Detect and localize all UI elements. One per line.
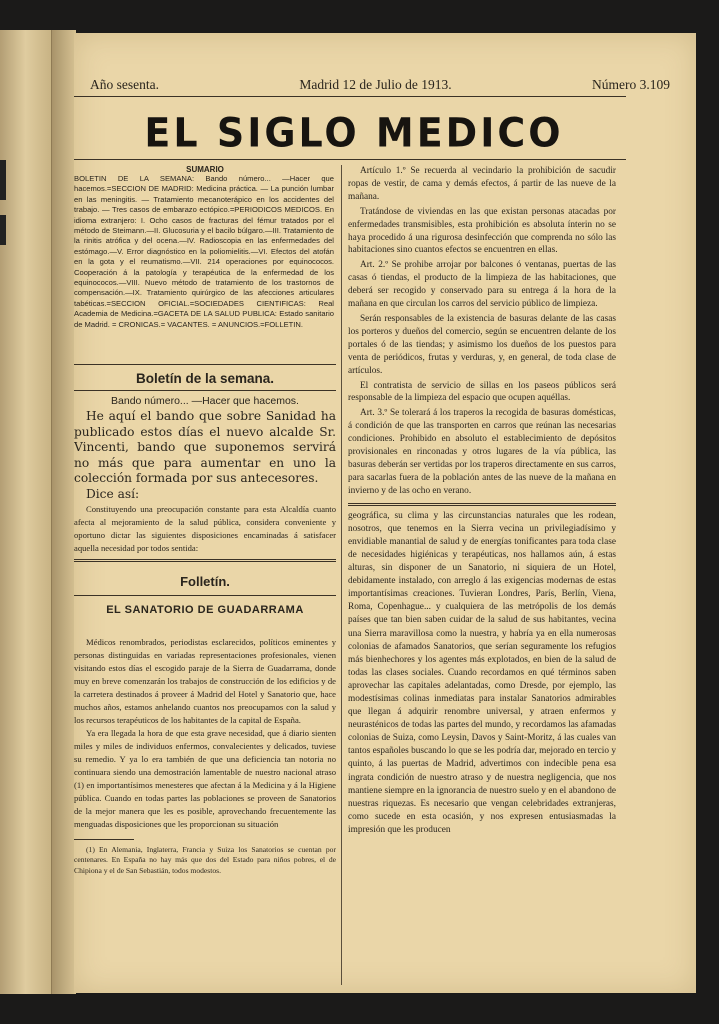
title-rule [74, 159, 626, 160]
boletin-subheading: Bando número... —Hacer que hacemos. [111, 395, 299, 407]
footnote-rule [74, 839, 134, 840]
folletin-continuation: geográfica, su clima y las circunstancias naturales que les rodean, nosotros, que tenemos en la Sierra vecina un privilegiadísimo y envidiable manantial de salud y de energías tonificantes para toda clase de necesidades higiénicas y terapéuticas, nos hallamos aún, á estas alturas, sin disponer de un Sanatorio, ni siquiera de un Hotel, debidamente instalado, con arreglo á las exigencias modernas de estas importantísimas creaciones. Tuvieran Londres, París, Berlín, Viena, Roma, Copenhague... y cualquiera de las metrópolis de los demás países que tan bien saben cuidar de la salud de sus habitantes, vecina una Sierra maravillosa como la nuestra, y habría ya en ella numerosas colonias de afamados Sanatorios, que serían seguramente los refugios más bienhechores y los agentes más explotados, en bien de la salud de todas las clases sociales. Cuando recordamos en qué términos saben aprovechar las capitales adelantadas, como Dresde, por ejemplo, las modestísimas colinas inmediatas para instalar Sanatorios admirables que llegan á adquirir renombre universal, y atraen enfermos y neurasténicos de todas las partes del mundo, y recordamos las afamadas colonias de Suiza, como Leysin, Davos y Saint-Moritz, á las cuales van tantos españoles buscando lo que se les podría dar, mejorado en tercio y quinto, á las puertas de Madrid, advertimos con indecible pena esa ingrata condición de nuestro atraso y de nuestra negligencia, que nos mantiene siempre en la ignorancia de nuestro suelo y en el abandono de nuestras riquezas. Es necesario que vengan celebridades extranjeras, como sucede en esta ocasión, y nos expresen entusiasmadas la impresión que les producen [348, 510, 616, 835]
book-spine [0, 30, 52, 994]
footnote: (1) En Alemania, Inglaterra, Francia y Suiza los Sanatorios se cuentan por centenares. En España no hay más que dos del Estado para niños pobres, el de Chipiona y el de San Sebastián, todos modestos. [74, 844, 336, 875]
article-paragraph: El contratista de servicio de sillas en los paseos públicos será responsable de la limpieza del espacio que ocupen aquéllas. [348, 380, 616, 404]
article-paragraph: Serán responsables de la existencia de basuras delante de las casas los porteros y dueños del comercio, según se encuentren delante de los portales ó de las tiendas; y asimismo los dueños de los puestos para venta de periódicos, frutas y verduras, y, en general, de toda clase de artículos. [348, 313, 616, 376]
column-divider [341, 165, 342, 985]
boletin-dice: Dice así: [86, 486, 140, 501]
newspaper-page [74, 33, 696, 993]
right-column [348, 165, 616, 985]
spine-mark [0, 215, 6, 245]
date-label: Madrid 12 de Julio de 1913. [299, 77, 452, 92]
article-paragraph: Artículo 1.º Se recuerda al vecindario la prohibición de sacudir ropas de vestir, de cama y demás efectos, á partir de las nueve de la mañana. [348, 166, 616, 202]
masthead-info [90, 77, 670, 93]
divider [74, 559, 336, 562]
header-rule [74, 96, 626, 97]
bando-articles [348, 165, 616, 498]
article-paragraph: Art. 3.º Se tolerará á los traperos la recogida de basuras domésticas, á condición de que las transporten en carros que reúnan las necesarias condiciones. Prohibido en absoluto el establecimiento de depósitos provisionales en rinconadas y otros lugares de la vía pública, las basuras deberán ser vertidas por los traperos directamente en sus carros, para sacarlas fuera de la población antes de las nueve de la mañana en invierno y de las ocho en verano. [348, 408, 616, 496]
article-paragraph: Art. 2.º Se prohibe arrojar por balcones ó ventanas, puertas de las casas ó tiendas, el producto de la limpieza de las habitaciones, que deberá ser recogido y conservado para su entrega á la hora de la mañana en que circulan los carros del servicio público de limpieza. [348, 260, 616, 310]
boletin-constituyendo: Constituyendo una preocupación constante para esta Alcaldía cuanto afecta al mejoramiento de la salud pública, considera conveniente y oportuno dictar las siguientes disposiciones encaminadas á satisfacer aquella necesidad por todos sentida: [74, 503, 336, 553]
left-column [74, 165, 336, 985]
sumario-title: SUMARIO [186, 165, 224, 174]
divider [74, 390, 336, 391]
spine-mark [0, 160, 6, 200]
sumario-text: BOLETIN DE LA SEMANA: Bando número... —Hacer que hacemos.=SECCION DE MADRID: Medicina práctica. — La punción lumbar en las meningitis. — Tratamiento mecanoterápico en los accidentes del trabajo. — Tres casos de embarazo ectópico.=PERIODICOS MEDICOS. En idioma extranjero: I. Ocho casos de fracturas del fémur tratados por el método de Steimann.—II. Glucosuria y el bacilo búlgaro.—III. Tratamiento de la rinitis atrófica y del ocena.—IV. Radioscopia en las enfermedades del estómago.—V. Error diagnóstico en la poliomielitis.—VI. Efectos del atofán en la gota y el reumatismo.—VII. 214 operaciones por equinococos. Cooperación á la patología y terapéutica de la enfermedad de los equinococos.—VIII. Nuevo método de tratamiento de los trastornos de compensación.—IX. Tratamiento quirúrgico de las afecciones articulares tabéticas.=SECCION OFICIAL.=SOCIEDADES CIENTIFICAS: Real Academia de Medicina.=GACETA DE LA SALUD PUBLICA: Estado sanitario de Madrid. = CRONICAS.= VACANTES. = ANUNCIOS.=FOLLETIN. [74, 174, 334, 329]
boletin-intro: He aquí el bando que sobre Sanidad ha publicado estos días el nuevo alcalde Sr. Vincenti, bando que suponemos servirá no más que para aumentar en uno la colección formada por sus antecesores. [74, 409, 336, 486]
folletin-heading: Folletín. [180, 573, 230, 589]
folletin-paragraph-2: Ya era llegada la hora de que esta grave necesidad, que á diario sienten miles y miles de individuos enfermos, convalecientes y delicados, tuviese su remedio. Y ya lo era también de que una deficiencia tan notoria no continuara siendo una demostración lamentable de nuestro nacional atraso (1) en importantísimos menesteres que afectan á la Medicina y á la Higiene pública. Cuando en todas partes las poblaciones se proveen de Sanatorios de la mejor manera que les es posible, aprovechando frecuentemente las menguadas disposiciones que les proporcionan su situación [74, 727, 336, 829]
divider [74, 595, 336, 596]
article-paragraph: Tratándose de viviendas en las que existan personas atacadas por enfermedades transmisibles, esta prohibición es absoluta ínterin no se haya procedido á una rigurosa desinfección que comprenda no sólo las habitaciones sino cuantos efectos se encuentren en ellas. [348, 206, 616, 256]
divider [348, 503, 616, 506]
folletin-paragraph-1: Médicos renombrados, periodistas esclarecidos, políticos eminentes y personas distinguidas en variadas representaciones profesionales, vienen visitando estos días el escogido paraje de la Sierra de Guadarrama, donde muy en breve comenzarán los trabajos de construcción de los edificios y de la carretera destinados á proveer á Madrid del Hotel y Sanatorio que, hace muchos años, estamos anhelando cuantos nos preocupamos con la salud y los recursos terapéuticos de los habitantes de la capital de España. [74, 636, 336, 725]
page-gutter [52, 30, 76, 994]
year-label: Año sesenta. [90, 77, 159, 92]
divider [74, 364, 336, 365]
boletin-heading: Boletín de la semana. [135, 371, 275, 386]
issue-number: Número 3.109 [592, 77, 670, 92]
folletin-subheading: EL SANATORIO DE GUADARRAMA [106, 603, 304, 616]
newspaper-title: EL SIGLO MEDICO [144, 109, 564, 157]
